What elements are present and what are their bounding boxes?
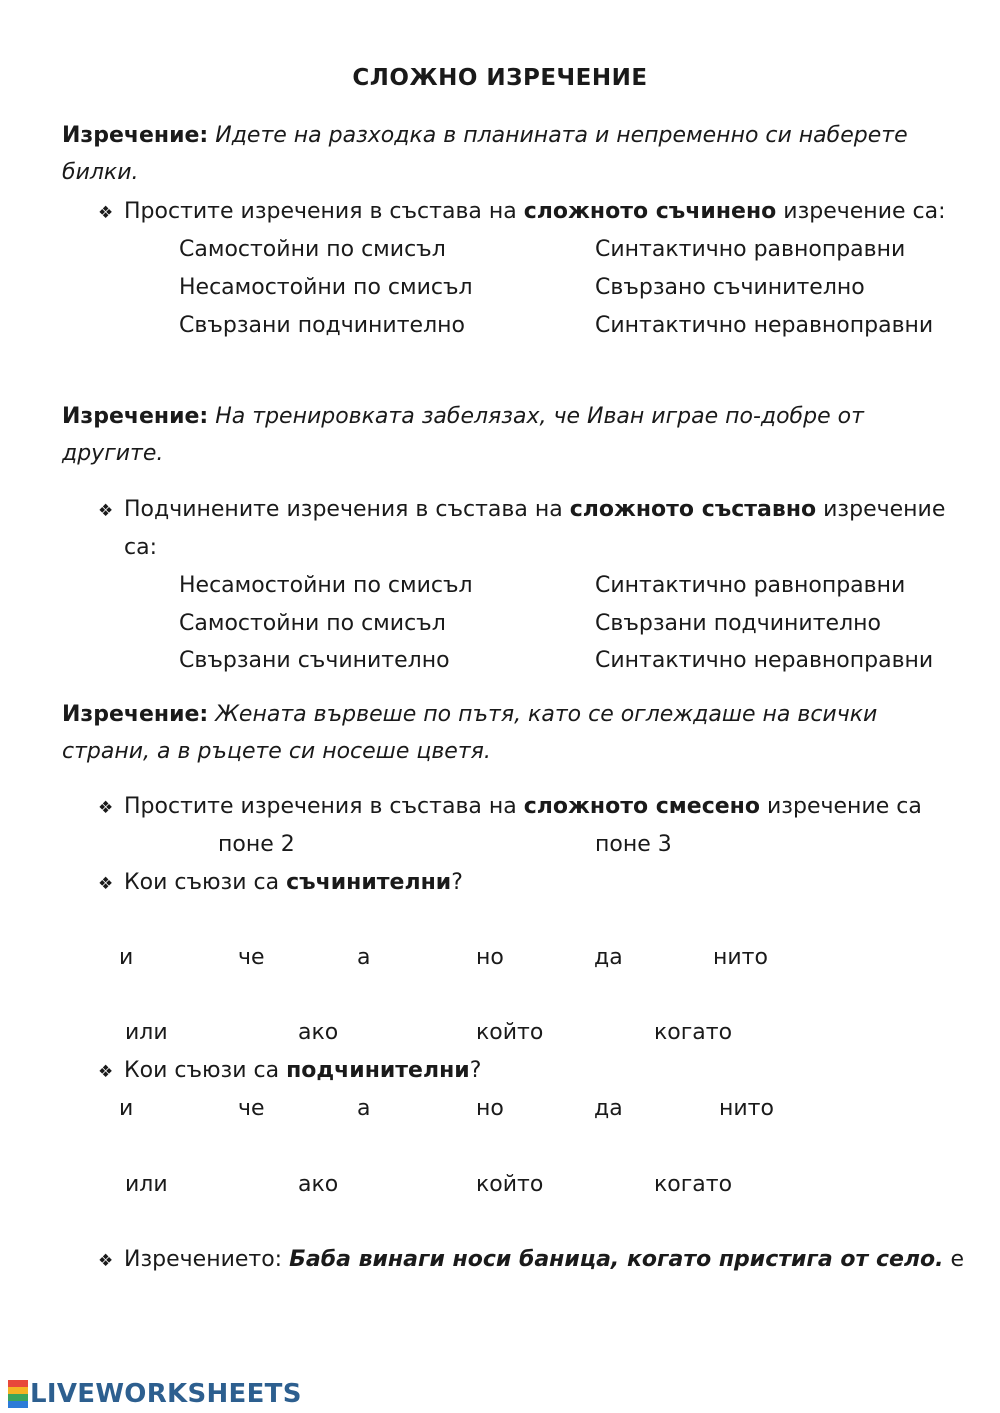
option-1-3[interactable]: Несамостойни по смисъл <box>179 275 473 300</box>
page-title: СЛОЖНО ИЗРЕЧЕНИЕ <box>352 65 648 91</box>
option-1-4[interactable]: Свързано съчинително <box>595 275 865 300</box>
sentence-2-line2: другите. <box>62 441 164 466</box>
conj-option[interactable]: но <box>476 945 504 970</box>
option-2-5[interactable]: Свързани съчинително <box>179 648 450 673</box>
conj-option[interactable]: или <box>125 1020 168 1045</box>
logo-mark-icon <box>8 1380 28 1408</box>
question-3: ❖ Простите изречения в състава на сложното смесено изречение са <box>98 793 922 822</box>
option-2-2[interactable]: Синтактично равноправни <box>595 573 906 598</box>
conj-option[interactable]: който <box>476 1020 544 1045</box>
sentence-text: Жената вървеше по пътя, като се оглеждаше на всички <box>215 702 878 727</box>
question-6: ❖ Изречението: Баба винаги носи баница, когато пристига от село. е <box>98 1246 964 1275</box>
conj-option[interactable]: а <box>357 1096 371 1121</box>
sentence-2-line1 <box>62 403 864 431</box>
sentence-1-line2: билки. <box>62 160 139 185</box>
conj-option[interactable]: ако <box>298 1020 339 1045</box>
diamond-bullet-icon: ❖ <box>98 203 114 223</box>
option-2-3[interactable]: Самостойни по смисъл <box>179 611 446 636</box>
logo-text: LIVEWORKSHEETS <box>30 1379 302 1409</box>
sentence-label: Изречение: <box>62 404 209 429</box>
conj-option[interactable]: или <box>125 1172 168 1197</box>
conj-option[interactable]: но <box>476 1096 504 1121</box>
option-3-1[interactable]: поне 2 <box>218 832 295 857</box>
conj-option[interactable]: нито <box>719 1096 774 1121</box>
option-1-2[interactable]: Синтактично равноправни <box>595 237 906 262</box>
question-5: ❖ Кои съюзи са подчинителни? <box>98 1057 481 1086</box>
option-1-5[interactable]: Свързани подчинително <box>179 313 465 338</box>
option-2-1[interactable]: Несамостойни по смисъл <box>179 573 473 598</box>
conj-option[interactable]: и <box>119 1096 134 1121</box>
liveworksheets-logo <box>8 1379 302 1409</box>
conj-option[interactable]: нито <box>713 945 768 970</box>
diamond-bullet-icon: ❖ <box>98 1251 114 1271</box>
diamond-bullet-icon: ❖ <box>98 798 114 818</box>
sentence-text: Идете на разходка в планината и непременно си наберете <box>215 123 908 148</box>
diamond-bullet-icon: ❖ <box>98 874 114 894</box>
option-1-1[interactable]: Самостойни по смисъл <box>179 237 446 262</box>
sentence-label: Изречение: <box>62 123 209 148</box>
conj-option[interactable]: че <box>238 1096 265 1121</box>
option-2-6[interactable]: Синтактично неравноправни <box>595 648 934 673</box>
diamond-bullet-icon: ❖ <box>98 1062 114 1082</box>
sentence-3-line1 <box>62 701 877 729</box>
conj-option[interactable]: когато <box>654 1020 733 1045</box>
conj-option[interactable]: че <box>238 945 265 970</box>
question-4: ❖ Кои съюзи са съчинителни? <box>98 869 463 898</box>
option-1-6[interactable]: Синтактично неравноправни <box>595 313 934 338</box>
conj-option[interactable]: който <box>476 1172 544 1197</box>
sentence-text: На тренировката забелязах, че Иван играе по-добре от <box>215 404 864 429</box>
sentence-3-line2: страни, а в ръцете си носеше цветя. <box>62 739 491 764</box>
conj-option[interactable]: а <box>357 945 371 970</box>
conj-option[interactable]: и <box>119 945 134 970</box>
diamond-bullet-icon: ❖ <box>98 501 114 521</box>
question-2: ❖ Подчинените изречения в състава на сложното съставно изречение <box>98 496 945 525</box>
conj-option[interactable]: да <box>594 1096 623 1121</box>
conj-option[interactable]: когато <box>654 1172 733 1197</box>
conj-option[interactable]: да <box>594 945 623 970</box>
sentence-label: Изречение: <box>62 702 209 727</box>
option-2-4[interactable]: Свързани подчинително <box>595 611 881 636</box>
sentence-1-line1 <box>62 122 908 150</box>
question-1: ❖ Простите изречения в състава на сложното съчинено изречение са: <box>98 198 946 227</box>
question-2-line2: са: <box>124 535 157 560</box>
option-3-2[interactable]: поне 3 <box>595 832 672 857</box>
conj-option[interactable]: ако <box>298 1172 339 1197</box>
